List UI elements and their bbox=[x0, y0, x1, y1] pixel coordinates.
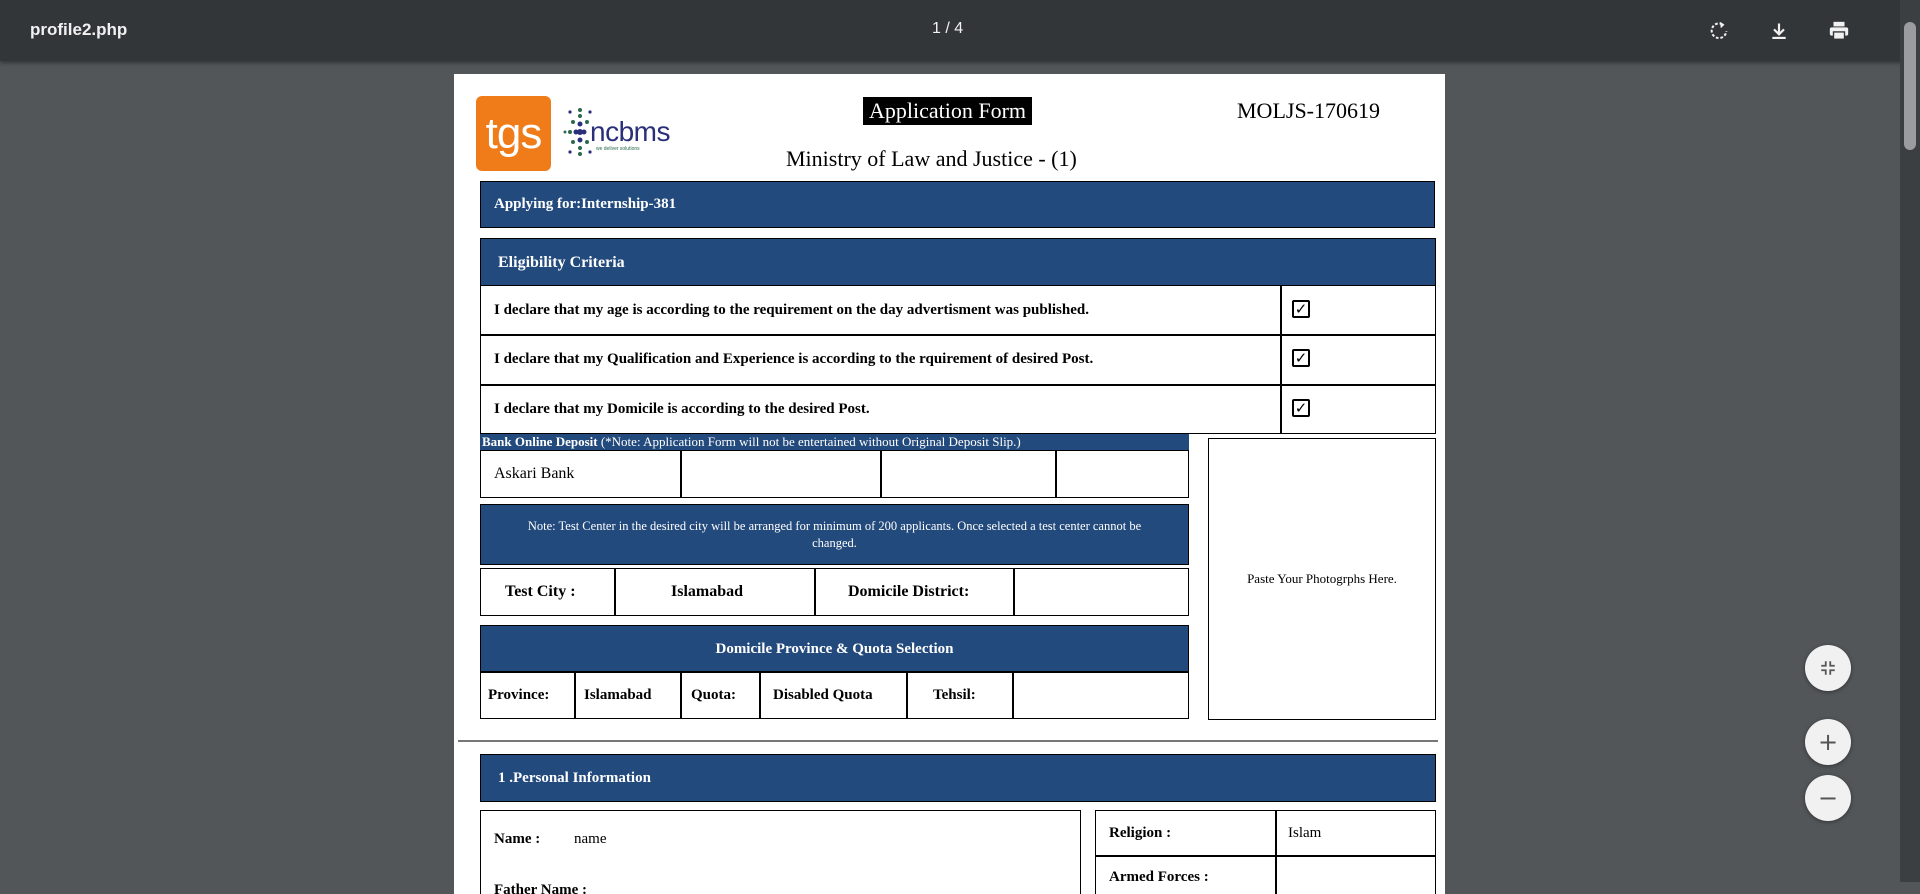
ncbms-wordmark: ncbms bbox=[590, 116, 670, 147]
personal-info-header bbox=[480, 754, 1436, 802]
row-divider bbox=[1096, 855, 1435, 857]
print-button[interactable] bbox=[1824, 16, 1854, 46]
province-value: Islamabad bbox=[584, 686, 652, 703]
page-indicator: 1 / 4 bbox=[932, 20, 964, 37]
photo-placeholder-text: Paste Your Photogrphs Here. bbox=[1247, 571, 1397, 586]
name-label: Name : bbox=[494, 830, 541, 847]
quota-table bbox=[480, 671, 1189, 719]
personal-info-heading: 1 .Personal Information bbox=[498, 770, 651, 786]
print-icon bbox=[1828, 20, 1850, 42]
applying-for-bar bbox=[480, 181, 1435, 228]
column-divider bbox=[1012, 672, 1014, 718]
scrollbar[interactable] bbox=[1900, 0, 1920, 882]
eligibility-item: I declare that my Domicile is according to the desired Post. bbox=[494, 401, 870, 417]
rotate-icon bbox=[1708, 20, 1730, 42]
column-divider bbox=[906, 672, 908, 718]
tgs-logo: tgs bbox=[476, 96, 551, 171]
download-icon bbox=[1769, 21, 1789, 41]
zoom-out-button[interactable]: − bbox=[1805, 775, 1851, 821]
test-city-label: Test City : bbox=[505, 583, 576, 600]
eligibility-table bbox=[480, 285, 1436, 434]
column-divider bbox=[880, 451, 882, 497]
eligibility-checkbox[interactable]: ✓ bbox=[1292, 349, 1310, 367]
ministry-title: Ministry of Law and Justice - (1) bbox=[786, 146, 1077, 171]
test-center-note: Note: Test Center in the desired city will be arranged for minimum of 200 applicants. Once selected a test center cannot be changed. bbox=[480, 504, 1189, 565]
fit-page-button[interactable] bbox=[1805, 645, 1851, 691]
father-name-label: Father Name : bbox=[494, 881, 588, 894]
eligibility-checkbox[interactable]: ✓ bbox=[1292, 399, 1310, 417]
test-city-value: Islamabad bbox=[671, 583, 744, 600]
bank-deposit-note: (*Note: Application Form will not be entertained without Original Deposit Slip.) bbox=[600, 434, 1021, 449]
religion-value: Islam bbox=[1288, 824, 1322, 841]
religion-label: Religion : bbox=[1109, 824, 1172, 841]
viewer-toolbar bbox=[0, 0, 1920, 61]
eligibility-item: I declare that my Qualification and Experience is according to the rquirement of desired Post. bbox=[494, 351, 1094, 367]
personal-info-left bbox=[480, 810, 1081, 894]
zoom-in-button[interactable]: + bbox=[1805, 719, 1851, 765]
bank-deposit-heading: Bank Online Deposit bbox=[482, 434, 598, 449]
eligibility-item: I declare that my age is according to the requirement on the day advertisment was published. bbox=[494, 301, 1089, 318]
rotate-button[interactable] bbox=[1704, 16, 1734, 46]
pdf-page bbox=[454, 74, 1445, 894]
photo-box bbox=[1208, 438, 1436, 720]
test-city-table bbox=[480, 568, 1189, 616]
scrollbar-thumb[interactable] bbox=[1904, 22, 1916, 150]
eligibility-checkbox[interactable]: ✓ bbox=[1292, 300, 1310, 318]
column-divider bbox=[814, 569, 816, 615]
file-title: profile2.php bbox=[30, 20, 128, 39]
column-divider bbox=[614, 569, 616, 615]
column-divider bbox=[759, 672, 761, 718]
armed-forces-label: Armed Forces : bbox=[1109, 868, 1209, 885]
column-divider bbox=[1055, 451, 1057, 497]
quota-heading: Domicile Province & Quota Selection bbox=[715, 640, 954, 657]
domicile-district-label: Domicile District: bbox=[848, 583, 970, 600]
bank-deposit-header bbox=[480, 434, 1189, 450]
bank-deposit-table bbox=[480, 450, 1189, 498]
quota-value: Disabled Quota bbox=[773, 686, 873, 703]
quota-label: Quota: bbox=[691, 686, 736, 703]
column-divider bbox=[1013, 569, 1015, 615]
column-divider bbox=[680, 672, 682, 718]
eligibility-heading: Eligibility Criteria bbox=[498, 254, 625, 271]
eligibility-header bbox=[480, 238, 1436, 286]
form-title: Application Form bbox=[863, 97, 1032, 125]
download-button[interactable] bbox=[1764, 16, 1794, 46]
quota-header bbox=[480, 625, 1189, 673]
column-divider bbox=[574, 672, 576, 718]
column-divider bbox=[1280, 286, 1282, 433]
form-id: MOLJS-170619 bbox=[1237, 98, 1381, 123]
personal-info-right bbox=[1095, 810, 1436, 894]
ncbms-logo bbox=[562, 102, 682, 164]
name-value: name bbox=[574, 830, 607, 847]
bank-name: Askari Bank bbox=[494, 465, 575, 482]
applying-for-text: Applying for:Internship-381 bbox=[494, 196, 677, 212]
tehsil-label: Tehsil: bbox=[933, 686, 976, 703]
province-label: Province: bbox=[488, 686, 550, 703]
column-divider bbox=[680, 451, 682, 497]
fit-page-icon bbox=[1819, 659, 1837, 677]
section-divider bbox=[458, 740, 1438, 742]
ncbms-tagline: we deliver solutions bbox=[596, 146, 640, 152]
